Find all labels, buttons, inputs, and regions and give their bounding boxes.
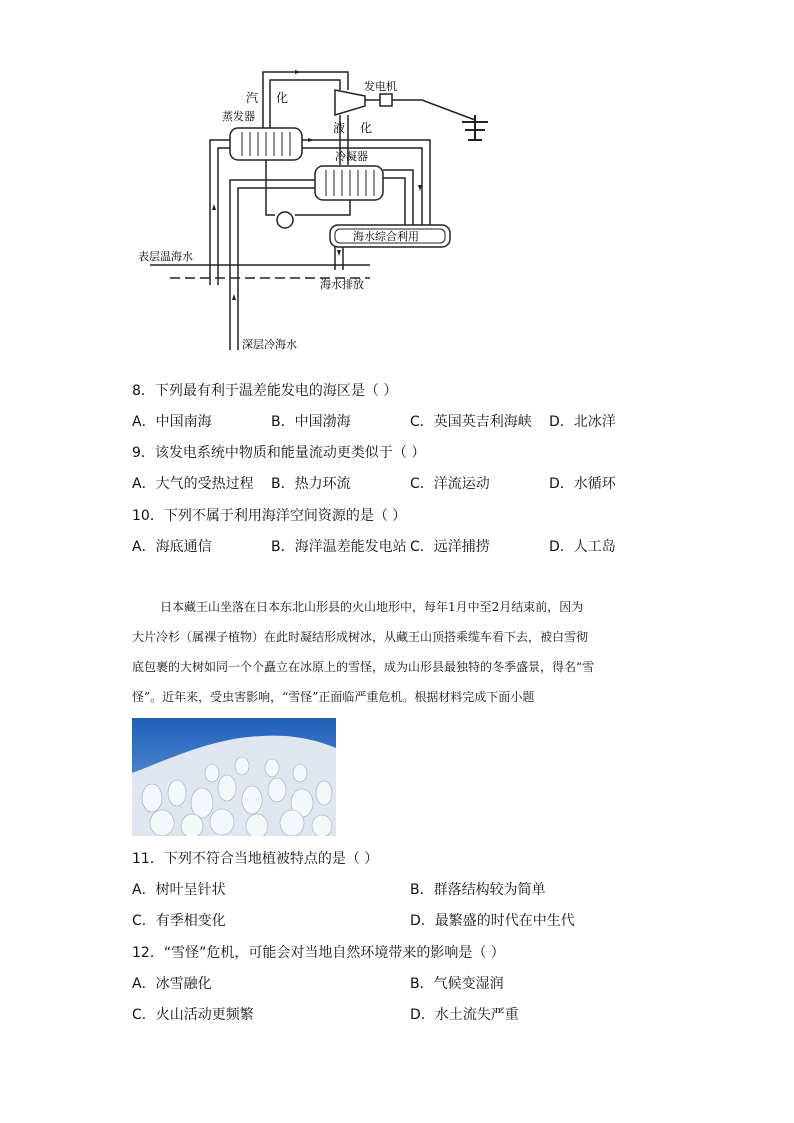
question-9-option-a[interactable]: A．大气的受热过程	[132, 476, 254, 492]
question-8-option-a[interactable]: A．中国南海	[132, 414, 212, 430]
question-9-stem: 9．该发电系统中物质和能量流动更类似于（ ）	[132, 445, 426, 461]
turbine-shape	[335, 90, 365, 115]
passage-line-3: 底包裹的大树如同一个个矗立在冰原上的雪怪，成为山形县最独特的冬季盛景，得名“雪	[132, 660, 595, 674]
passage-line-4: 怪”。近年来，受虫害影响，“雪怪”正面临严重危机。根据材料完成下面小题	[132, 690, 535, 704]
passage-line-1: 日本藏王山坐落在日本东北山形县的火山地形中，每年1月中至2月结束前，因为	[160, 600, 584, 614]
question-11-option-b[interactable]: B．群落结构较为简单	[410, 882, 546, 898]
question-10-option-c[interactable]: C．远洋捕捞	[410, 539, 490, 555]
label-generator: 发电机	[364, 80, 397, 93]
label-utilization: 海水综合利用	[353, 230, 419, 243]
label-liquid-left: 液	[333, 121, 346, 135]
question-10-option-a[interactable]: A．海底通信	[132, 539, 212, 555]
question-10-option-b[interactable]: B．海洋温差能发电站	[271, 539, 407, 555]
pump-icon	[277, 212, 293, 228]
label-surface-water: 表层温海水	[138, 250, 193, 263]
question-11-stem: 11．下列不符合当地植被特点的是（ ）	[132, 851, 379, 867]
label-vapor-right: 化	[276, 91, 289, 105]
condenser-shape	[315, 166, 383, 200]
question-12-option-b[interactable]: B．气候变湿润	[410, 976, 504, 992]
question-10-stem: 10．下列不属于利用海洋空间资源的是（ ）	[132, 508, 407, 524]
question-10-option-d[interactable]: D．人工岛	[549, 539, 616, 555]
generator-shape	[380, 94, 392, 106]
question-8-option-c[interactable]: C．英国英吉利海峡	[410, 414, 532, 430]
question-11-option-d[interactable]: D．最繁盛的时代在中生代	[410, 913, 575, 929]
label-condenser: 冷凝器	[335, 150, 368, 163]
question-9-option-c[interactable]: C．洋流运动	[410, 476, 490, 492]
reading-passage	[132, 592, 632, 712]
label-discharge: 海水排放	[320, 278, 364, 291]
question-11-option-a[interactable]: A．树叶呈针状	[132, 882, 226, 898]
question-12-stem: 12．“雪怪”危机，可能会对当地自然环境带来的影响是（ ）	[132, 945, 505, 961]
question-12-option-a[interactable]: A．冰雪融化	[132, 976, 212, 992]
transmission-tower-icon	[462, 115, 488, 140]
snow-monster-photo	[132, 718, 336, 836]
question-11-option-c[interactable]: C．有季相变化	[132, 913, 226, 929]
ocean-thermal-energy-diagram	[130, 60, 530, 360]
label-liquid-right: 化	[360, 121, 373, 135]
question-9-option-b[interactable]: B．热力环流	[271, 476, 351, 492]
question-8-option-b[interactable]: B．中国渤海	[271, 414, 351, 430]
question-12-option-c[interactable]: C．火山活动更频繁	[132, 1007, 254, 1023]
question-8-stem: 8．下列最有利于温差能发电的海区是（ ）	[132, 383, 398, 399]
label-vapor-left: 汽	[246, 91, 259, 105]
question-12-option-d[interactable]: D．水土流失严重	[410, 1007, 519, 1023]
label-evaporator: 蒸发器	[222, 110, 255, 123]
evaporator-shape	[230, 128, 302, 160]
label-deep-water: 深层冷海水	[242, 338, 297, 351]
question-9-option-d[interactable]: D．水循环	[549, 476, 616, 492]
passage-line-2: 大片冷杉（属裸子植物）在此时凝结形成树冰，从藏王山顶搭乘缆车看下去，被白雪彻	[132, 630, 589, 644]
question-8-option-d[interactable]: D．北冰洋	[549, 414, 616, 430]
